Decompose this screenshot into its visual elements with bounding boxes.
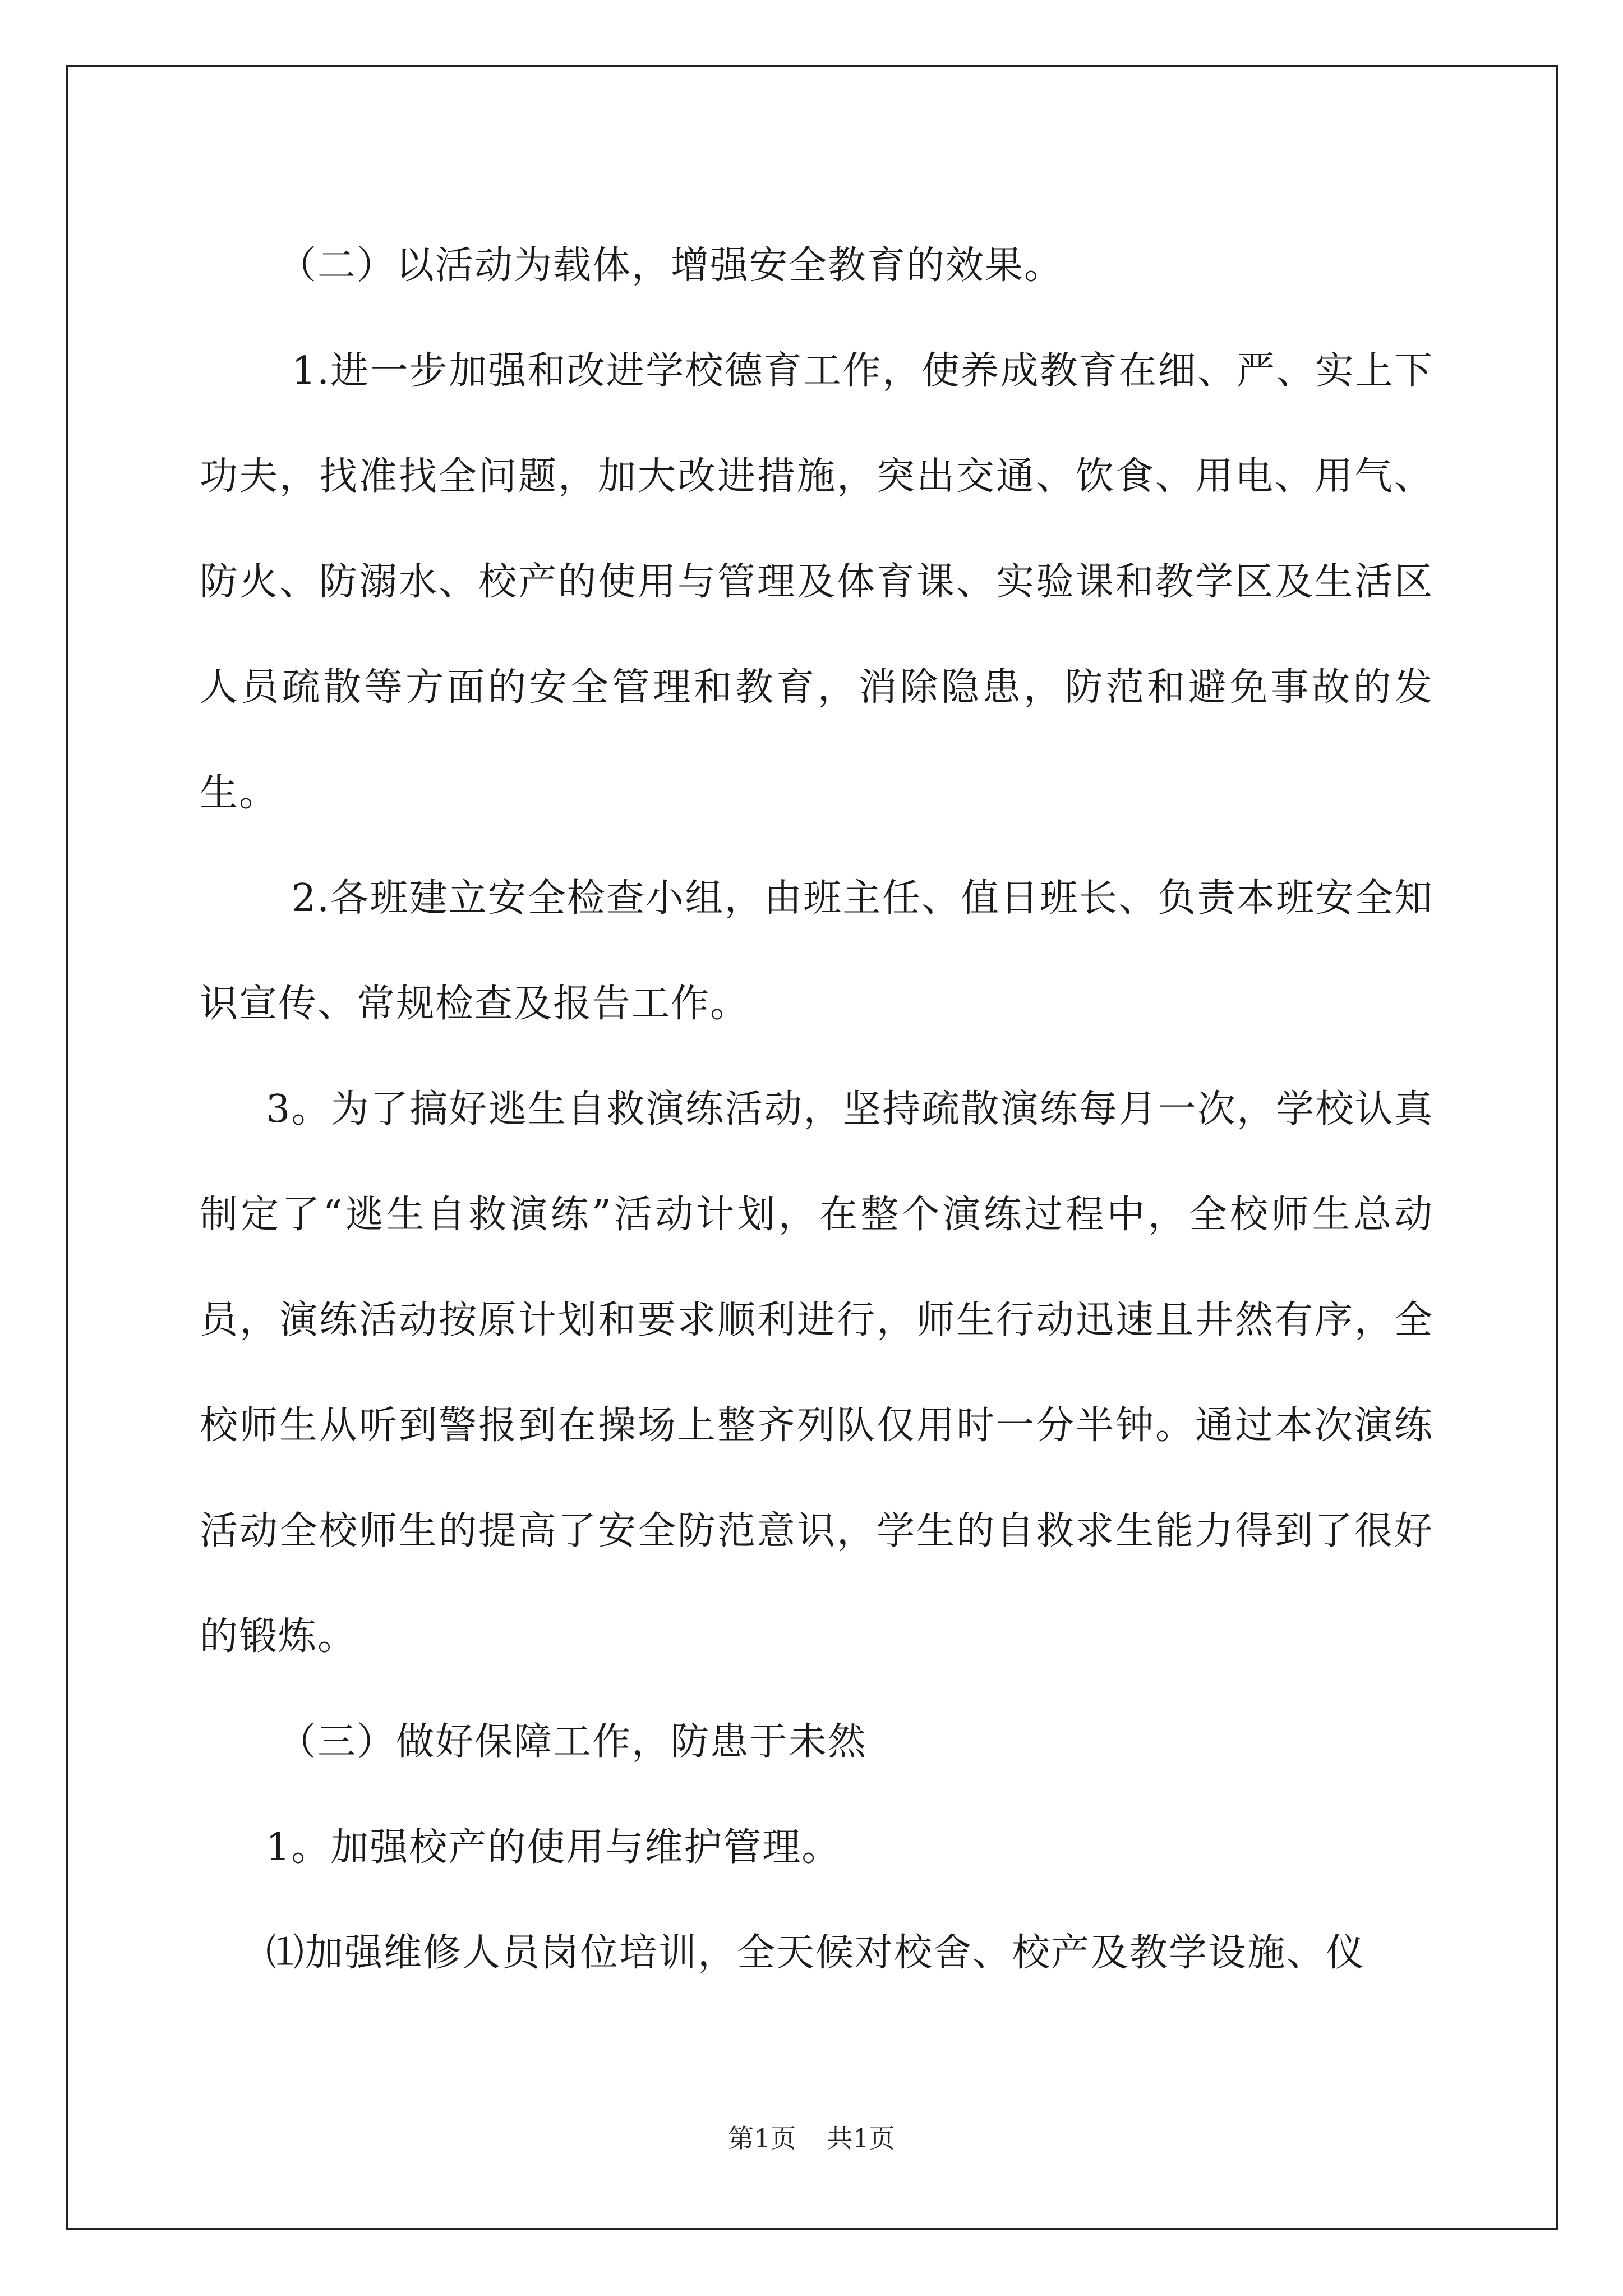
paragraph-subitem-1: 1。加强校产的使用与维护管理。 <box>266 1825 841 1870</box>
page-total: 共1页 <box>827 2123 895 2154</box>
paragraph-item-1: 1.进一步加强和改进学校德育工作，使养成教育在细、严、实上下功夫，找准找全问题，加大改进措施，突出交通、饮食、用电、用气、防火、防溺水、校产的使用与管理及体育课、实验课和教学区及生活区人员疏散等方面的安全管理和教育，消除隐患，防范和避免事故的发生。 <box>200 349 1433 815</box>
paragraph-subitem-1-1: ⑴加强维修人员岗位培训，全天候对校舍、校产及教学设施、仪 <box>266 1931 1366 1975</box>
document-body <box>200 213 1433 2006</box>
paragraph-item-3: 3。为了搞好逃生自救演练活动，坚持疏散演练每月一次，学校认真制定了“逃生自救演练”活动计划，在整个演练过程中，全校师生总动员，演练活动按原计划和要求顺利进行，师生行动迅速且井然有序，全校师生从听到警报到在操场上整齐列队仅用时一分半钟。通过本次演练活动全校师生的提高了安全防范意识，学生的自救求生能力得到了很好的锻炼。 <box>200 1087 1433 1659</box>
section-heading-3: （三）做好保障工作，防患于未然 <box>278 1720 868 1764</box>
section-heading-2: （二）以活动为载体，增强安全教育的效果。 <box>278 243 1064 288</box>
page-footer <box>0 2122 1623 2155</box>
paragraph-item-2: 2.各班建立安全检查小组，由班主任、值日班长、负责本班安全知识宣传、常规检查及报告工作。 <box>200 876 1433 1026</box>
page-number: 第1页 <box>728 2123 796 2154</box>
